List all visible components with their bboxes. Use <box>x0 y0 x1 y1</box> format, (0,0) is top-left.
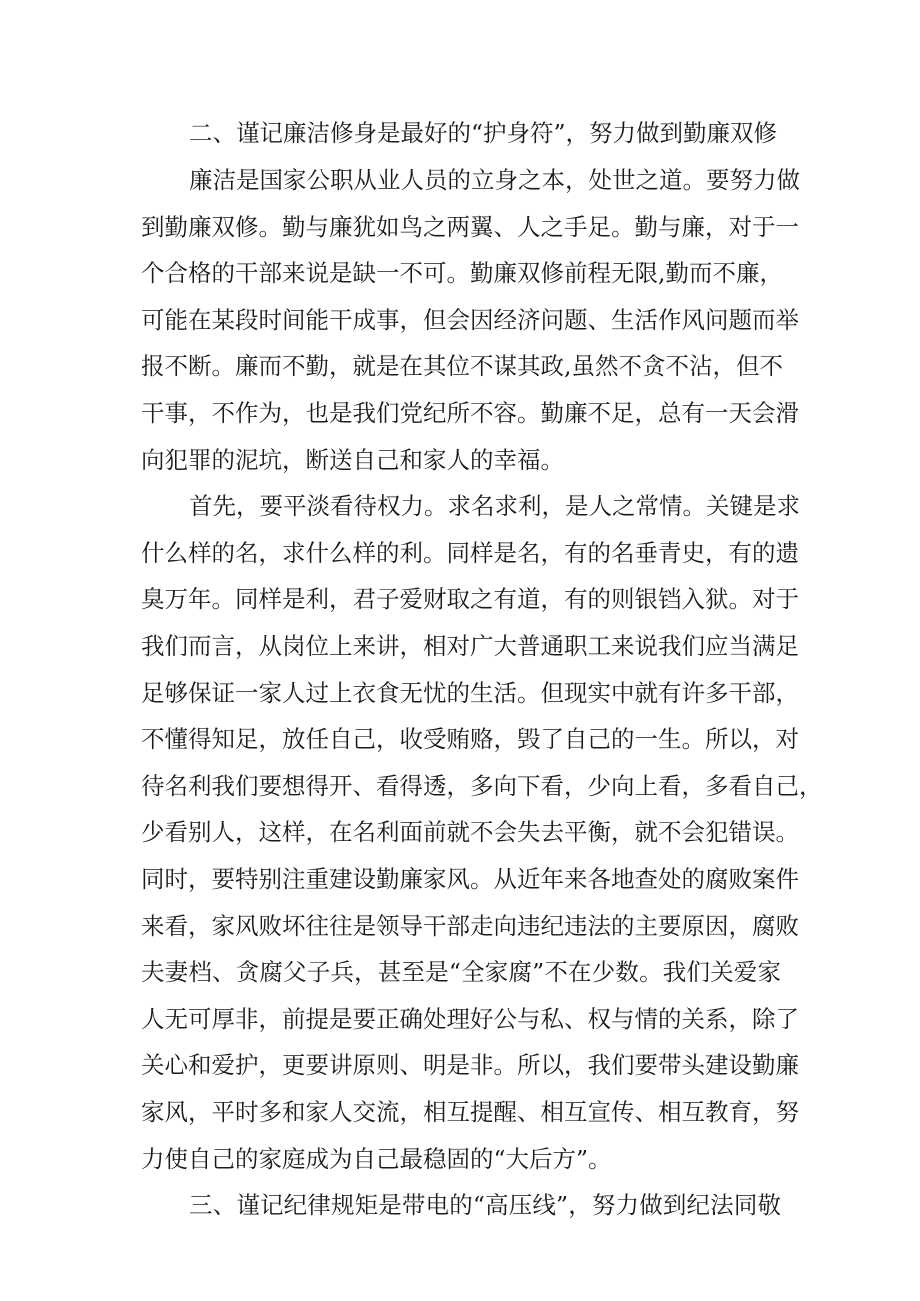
paragraph-line: 来看，家风败坏往往是领导干部走向违纪违法的主要原因，腐败 <box>141 912 799 940</box>
paragraph-line: 少看别人，这样，在名利面前就不会失去平衡，就不会犯错误。 <box>141 818 799 846</box>
paragraph-line: 干事，不作为，也是我们党纪所不容。勤廉不足，总有一天会滑 <box>141 399 799 427</box>
paragraph-line: 人无可厚非，前提是要正确处理好公与私、权与情的关系，除了 <box>141 1005 799 1033</box>
paragraph-line: 到勤廉双修。勤与廉犹如鸟之两翼、人之手足。勤与廉，对于一 <box>141 213 799 241</box>
paragraph-line: 力使自己的家庭成为自己最稳固的“大后方”。 <box>141 1145 612 1173</box>
paragraph-line: 可能在某段时间能干成事，但会因经济问题、生活作风问题而举 <box>141 306 799 334</box>
paragraph-line: 首先，要平淡看待权力。求名求利，是人之常情。关键是求 <box>189 492 800 520</box>
paragraph-line: 家风，平时多和家人交流，相互提醒、相互宣传、相互教育，努 <box>141 1098 799 1126</box>
paragraph-line: 个合格的干部来说是缺一不可。勤廉双修前程无限,勤而不廉， <box>141 259 783 287</box>
paragraph-line: 我们而言，从岗位上来讲，相对广大普通职工来说我们应当满足 <box>141 632 799 660</box>
paragraph-line: 足够保证一家人过上衣食无忧的生活。但现实中就有许多干部， <box>141 679 799 707</box>
paragraph-line: 廉洁是国家公职从业人员的立身之本，处世之道。要努力做 <box>189 166 800 194</box>
paragraph-line: 夫妻档、贪腐父子兵，甚至是“全家腐”不在少数。我们关爱家 <box>141 958 781 986</box>
paragraph-line: 什么样的名，求什么样的利。同样是名，有的名垂青史，有的遗 <box>141 539 799 567</box>
paragraph-line: 不懂得知足，放任自己，收受贿赂，毁了自己的一生。所以，对 <box>141 725 799 753</box>
paragraph-line: 关心和爱护，更要讲原则、明是非。所以，我们要带头建设勤廉 <box>141 1051 799 1079</box>
paragraph-line: 同时，要特别注重建设勤廉家风。从近年来各地查处的腐败案件 <box>141 865 799 893</box>
paragraph-line: 报不断。廉而不勤，就是在其位不谋其政,虽然不贪不沾，但不 <box>141 352 783 380</box>
section-heading-3: 三、谨记纪律规矩是带电的“高压线”，努力做到纪法同敬 <box>189 1191 781 1219</box>
paragraph-line: 臭万年。同样是利，君子爱财取之有道，有的则银铛入狱。对于 <box>141 585 799 613</box>
paragraph-line: 待名利我们要想得开、看得透，多向下看，少向上看，多看自己， <box>141 772 823 800</box>
paragraph-line: 向犯罪的泥坑，断送自己和家人的幸福。 <box>141 446 564 474</box>
section-heading-2: 二、谨记廉洁修身是最好的“护身符”，努力做到勤廉双修 <box>189 119 778 147</box>
